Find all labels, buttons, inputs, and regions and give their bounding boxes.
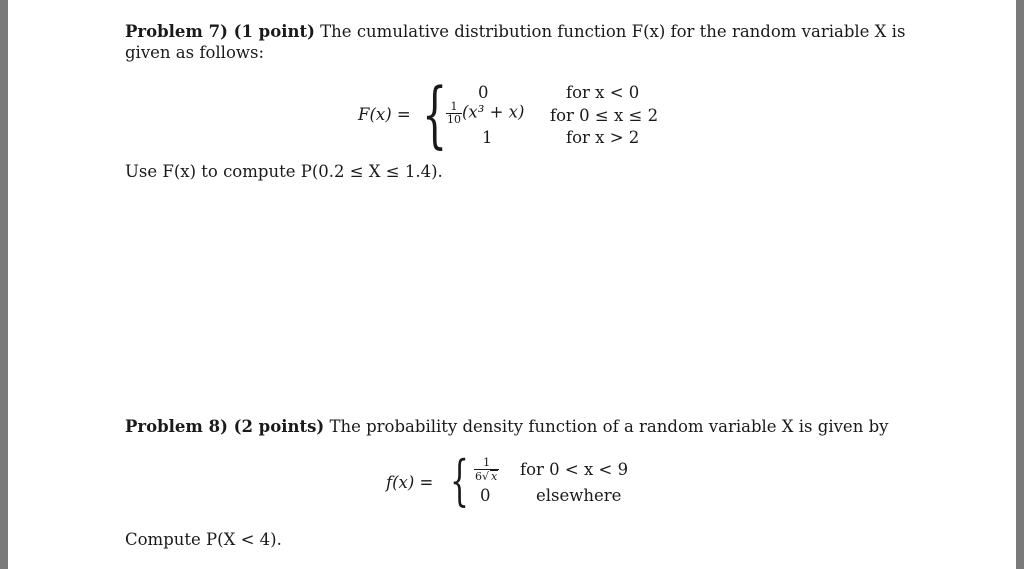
problem-7-case-3-value: 1 — [482, 128, 493, 147]
fraction-numerator: 1 — [446, 101, 462, 114]
problem-7-case-2-value — [446, 101, 524, 125]
fraction-denominator: 10 — [447, 112, 461, 126]
problem-7-intro-2: given as follows: — [125, 43, 265, 62]
problem-8-function-label: f(x) = — [386, 473, 434, 492]
problem-8-intro: The probability density function of a random variable X is given by — [329, 417, 889, 436]
problem-7-case-3-condition: for x > 2 — [566, 128, 640, 147]
problem-7-heading: Problem 7) (1 point) — [125, 22, 315, 41]
denominator-coefficient: 6 — [475, 469, 482, 483]
problem-8-case-1-condition: for 0 < x < 9 — [520, 460, 629, 479]
problem-8-left-brace: { — [450, 449, 469, 512]
fraction-denominator: 6√ x — [475, 469, 498, 483]
problem-7-line-1 — [125, 22, 905, 41]
problem-7-function-label: F(x) = — [358, 105, 411, 124]
problem-7-case-2-condition: for 0 ≤ x ≤ 2 — [550, 106, 659, 125]
problem-8-case-2-value: 0 — [480, 486, 491, 505]
problem-8-question: Compute P(X < 4). — [125, 530, 282, 549]
problem-8-heading: Problem 8) (2 points) — [125, 417, 325, 436]
problem-8-line — [125, 417, 888, 436]
problem-8-case-1-value — [474, 457, 499, 482]
problem-7-intro-1: The cumulative distribution function F(x) for the random variable X is — [320, 22, 906, 41]
problem-7-question: Use F(x) to compute P(0.2 ≤ X ≤ 1.4). — [125, 162, 443, 181]
problem-7-left-brace: { — [422, 72, 448, 156]
fraction-numerator: 1 — [474, 457, 499, 470]
problem-7-case-2-expression: (x³ + x) — [462, 102, 525, 122]
problem-7-case-1-value: 0 — [478, 83, 489, 102]
problem-8-fraction — [474, 457, 499, 482]
problem-7-fraction — [446, 101, 462, 125]
problem-7-case-1-condition: for x < 0 — [566, 83, 640, 102]
problem-8-case-2-condition: elsewhere — [536, 486, 622, 505]
document-page — [8, 0, 1016, 569]
sqrt-radicand: x — [491, 469, 498, 483]
